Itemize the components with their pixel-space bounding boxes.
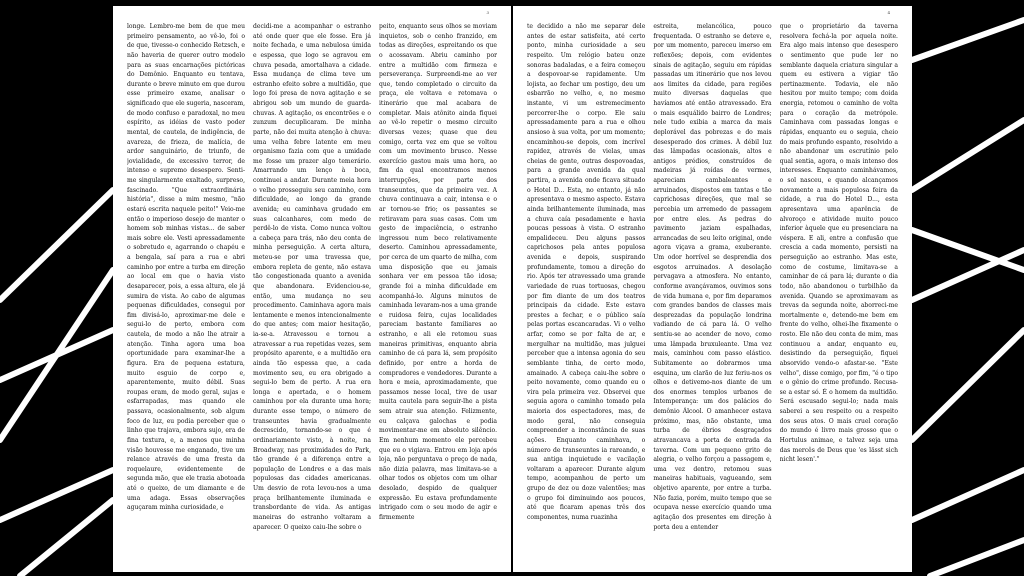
text-columns [127,22,497,570]
text-column-3: que o proprietário da taverna resolvera fechá-la por aquela noite. Era algo mais intenso que desespero o sentimento que pude ler no semblante daquela criatura singular a quem eu estivera a vigiar tão pertinazmente. Todavia, ele não hesitou por muito tempo; com doida energia, retomou o caminho de volta para o coração da metrópole. Caminhava com passadas longas e rápidas, enquanto eu o seguia, cheio do mais profundo espanto, resolvido a não abandonar um escrutínio pelo qual sentia, agora, o mais intenso dos interesses. Enquanto caminhávamos, o sol nasceu, e quando alcançamos novamente a mais populosa feira da cidade, a rua do Hotel D..., esta apresentava uma aparência de alvoroço e atividade muito pouco inferior àquele que eu presenciara na véspera. E ali, entre a confusão que crescia a cada momento, persisti na perseguição ao estranho. Mas este, como de costume, limitava-se a caminhar de cá para lá; durante o dia todo, não abandonou o turbilhão da avenida. Quando se aproximavam as trevas da segunda noite, aborreci-me mortalmente e, detendo-me bem em frente do velho, olhei-lhe fixamente o rosto. Ele não deu conta de mim, mas continuou a andar, enquanto eu, desistindo da perseguição, fiquei absorvido vendo-o afastar-se. "Este velho", disse comigo, por fim, "é o tipo e o gênio do crime profundo. Recusa-se a estar só. É o homem da multidão. Será escusado segui-lo; nada mais saberei a seu respeito ou a respeito dos seus atos. O mais cruel coração do mundo é livro mais grosso que o Hortulus animae, e talvez seja uma das mercês de Deus que 'es lässt sich nicht lesen'." [779,23,898,464]
text-column-2: estreita, melancólica, pouco frequentada. O estranho se deteve e, por um momento, pareceu imerso em reflexões; depois, com evidentes sinais de agitação, seguiu em rápidas passadas um itinerário que nos levou aos limites da cidade, para regiões muito diversas daquelas que havíamos até então atravessado. Era o mais esquálido bairro de Londres; nele tudo exibia a marca da mais deplorável das pobrezas e do mais desesperado dos crimes. À débil luz das lâmpadas ocasionais, altos e antigos prédios, construídos de madeiras já roídas de vermes, apareciam cambaleantes e arruinados, dispostos em tantas e tão caprichosas direções, que mal se percebia um arremedo de passagem por entre eles. As pedras do pavimento jaziam espalhadas, arrancadas de seu leito original, onde agora viçava a grama, exuberante. Um odor horrível se desprendia dos esgotos arruinados. A desolação pervagava a atmosfera. No entanto, conforme avançávamos, ouvimos sons de vida humana e, por fim deparamos com grandes bandos de classes mais desprezadas da população londrina vadiando de cá para lá. O velho sentiu-se ao acender de novo, como uma lâmpada bruxuleante. Uma vez mais, caminhou com passo elástico. Subitamente ao dobrarmos uma esquina, um clarão de luz feriu-nos os olhos e detivemo-nos diante de um dos enormes templos urbanos de Intemperança: um dos palácios do demônio Álcool. O amanhecer estava próximo, mas, não obstante, uma turba de ébrios desgraçados atravancava a porta de entrada da taverna. Com um pequeno grito de alegria, o velho forçou a passagem e, uma vez dentro, retomou suas maneiras habituais, vagueando, sem objetivo aparente, por entre a turba. Não fazia, porém, muito tempo que se ocupava nesse exercício quando uma agitação dos presentes em direção à porta deu a entender [653,23,772,531]
text-column-1: te decidido a não me separar dele antes de estar satisfeita, até certo ponto, minha curiosidade a seu respeito. Um relógio bateu onze sonoras badaladas, e a feira começou a despovoar-se rapidamente. Um lojista, ao fechar um postigo, deu um esbarrão no velho, e, no mesmo instante, vi um estremecimento percorrer-lhe o corpo. Ele saiu apressadamente para a rua e olhou ansioso à sua volta, por um momento; encaminhou-se depois, com incrível rapidez, através de vielas, umas cheias de gente, outras despovoadas, para a grande avenida da qual partira, a avenida onde ficava situado o Hotel D... Esta, no entanto, já não apresentava o mesmo aspecto. Estava ainda brilhantemente iluminada, mas a chuva caía pesadamente e havia poucas pessoas à vista. O estranho empalideceu. Deu alguns passos caprichosos pela antes populosa avenida e depois, suspirando profundamente, tomou a direção do rio. Após ter atravessado uma grande variedade de ruas tortuosas, chegou por fim diante de um dos teatros principais da cidade. Este estava prestes a fechar, e o público saía pelas portas escancaradas. Vi o velho arfar, como se por falta de ar, e mergulhar na multidão, mas julguei perceber que a intensa agonia do seu semblante tinha, de certo modo, amainado. A cabeça caiu-lhe sobre o peito novamente, como quando eu o vira pela primeira vez. Observei que seguia agora o caminho tomado pela maioria dos espectadores, mas, de modo geral, não conseguia compreender a inconstância de suas ações. Enquanto caminhava, o número de transeuntes ia rareando, e sua antiga inquietude e vacilação voltaram a aparecer. Durante algum tempo, acompanhou de perto um grupo de dez ou doze valentões; mas o grupo foi diminuindo aos poucos, até que ficaram apenas três dos componentes, numa ruazinha [527,23,646,521]
text-column-2: decidi-me a acompanhar o estranho até onde quer que ele fosse. Era já noite fechada, e uma nebulosa úmida e espessa, que logo se agravou em chuva pesada, amortalhava a cidade. Essa mudança de clima teve um estranho efeito sobre a multidão, que logo foi presa de nova agitação e se abrigou sob um mundo de guarda-chuvas. A agitação, os encontrões e o zunzum decuplicaram. De minha parte, não dei muita atenção à chuva: uma velha febre latente em meu organismo fazia com que a umidade me fosse um prazer algo temerário. Amarrando um lenço à boca, continuei a andar. Durante meia hora o velho prosseguiu seu caminho, com dificuldade, ao longo da grande avenida; eu caminhava grudado em suas calcanhares, com medo de perdê-lo de vista. Como nunca voltou a cabeça para trás, não deu conta de minha perseguição. A certa altura, meteu-se por uma travessa que, embora repleta de gente, não estava tão congestionada quanto a avenida que abandonara. Evidenciou-se, então, uma mudança no seu procedimento. Caminhava agora mais lentamente e menos intencionalmente do que antes; com maior hesitação, ia-se-a. Atravessou e tornou a atravessar a rua repetidas vezes, sem propósito aparente, e a multidão era ainda tão espessa que, a cada movimento seu, eu era obrigado a segui-lo bem de perto. A rua era longa e apertada, e o homem caminhou por ela durante uma hora; durante esse tempo, o número de transeuntes havia gradualmente decrescido, tornando-se o que é ordinariamente visto, à noite, na Broadway, nas proximidades do Park, tão grande é a diferença entre a população de Londres e a das mais populosas das cidades americanas. Um desvio de rota levou-nos a uma praça brilhantemente iluminada e transbordante de vida. As antigas maneiras do estranho voltaram a aparecer. O queixo caiu-lhe sobre o [253,23,371,531]
text-column-1: longe. Lembro-me bem de que meu primeiro pensamento, ao vê-lo, foi o de que, tivesse-o conhecido Retzsch, e não haveria de querer outro modelo para as suas encarnações pictóricas do Demônio. Enquanto eu tentava, durante o breve minuto em que durou esse primeiro exame, analisar o significado que ele sugeria, nasceram, de modo confuso e paradoxal, no meu espírito, as idéias de vasto poder mental, de cautela, de indigência, de avareza, de frieza, de malícia, de ardor sanguinário, de triunfo, de jovialidade, de excessivo terror, de intenso e supremo desespero. Senti-me singularmente exaltado, surpreso, fascinado. "Que extraordinária história", disse a mim mesmo, "não estará escrita naquele peito!" Veio-me então o imperioso desejo de manter o homem sob minhas vistas... de saber mais sobre ele. Vesti apressadamente o sobretudo e, agarrando o chapéu e a bengala, saí para a rua e abri caminho por entre a turba em direção ao local em que o havia visto desaparecer, pois, a essa altura, ele já sumira de vista. Ao cabo de algumas pequenas dificuldades, consegui por fim divisá-lo, aproximar-me dele e segui-lo de perto, embora com cautela, de modo a não lhe atrair a atenção. Tinha agora uma boa oportunidade para examinar-lhe a figura. Era de pequena estatura, muito esguio de corpo e, aparentemente, muito débil. Suas roupas eram, de modo geral, sujas e esfarrapadas, mas quando ele passava, ocasionalmente, sob algum foco de luz, eu podia perceber que o linho que trajava, embora sujo, era de fina textura, e, a menos que minha visão houvesse me enganado, tive um relance através de uma fresta da roquelaure, evidentemente de segunda mão, que ele trazia abotoada até o queixo, de um diamante e de uma adaga. Essas observações aguçaram minha curiosidade, e [127,23,245,512]
book-page-left [113,6,511,572]
page-number: 3 [486,10,489,15]
text-column-3: peito, enquanto seus olhos se moviam inquietos, sob o cenho franzido, em todas as direções, espreitando os que o acossavam. Abriu caminho por entre a multidão com firmeza e perseverança. Surpreendi-me ao ver que, tendo completado o circuito da praça, ele voltava e retomava o itinerário que mal acabara de completar. Mais atônito ainda fiquei ao vê-lo repetir o mesmo circuito diversas vezes; quase que deu comigo, certa vez em que se voltou com um movimento brusco. Nesse exercício gastou mais uma hora, ao fim da qual encontramos menos interrupções, por parte dos transeuntes, que da primeira vez. A chuva continuava a cair, intensa e o ar tornou-se frio; os passantes se retiravam para suas casas. Com um gesto de impaciência, o estranho ingressou num beco relativamente deserto. Caminhou apressadamente, por cerca de um quarto de milha, com uma disposição que eu jamais sonhara ver em pessoa tão idosa; grande foi a minha dificuldade em acompanhá-lo. Alguns minutos de caminhada levaram-nos a uma grande e ruidosa feira, cujas localidades pareciam bastante familiares ao estranho, e ali ele retomou suas maneiras primitivas, enquanto abria caminho de cá para lá, sem propósito definido, por entre a horda de compradores e vendedores. Durante a hora e meia, aproximadamente, que passamos nesse local, tive de usar muita cautela para seguir-lhe a pista sem atrair sua atenção. Felizmente, eu calçava galochas e podia movimentar-me em absoluto silêncio. Em nenhum momento ele percebeu que eu o vigiava. Entrou em loja após loja, não perguntava o preço de nada, não dizia palavra, mas limitava-se a olhar todos os objetos com um olhar desolado, despido de qualquer expressão. Eu estava profundamente intrigado com o seu modo de agir e firmemente [379,23,497,521]
page-number: 4 [887,10,890,15]
text-columns [527,22,898,570]
book-page-right [513,6,912,572]
